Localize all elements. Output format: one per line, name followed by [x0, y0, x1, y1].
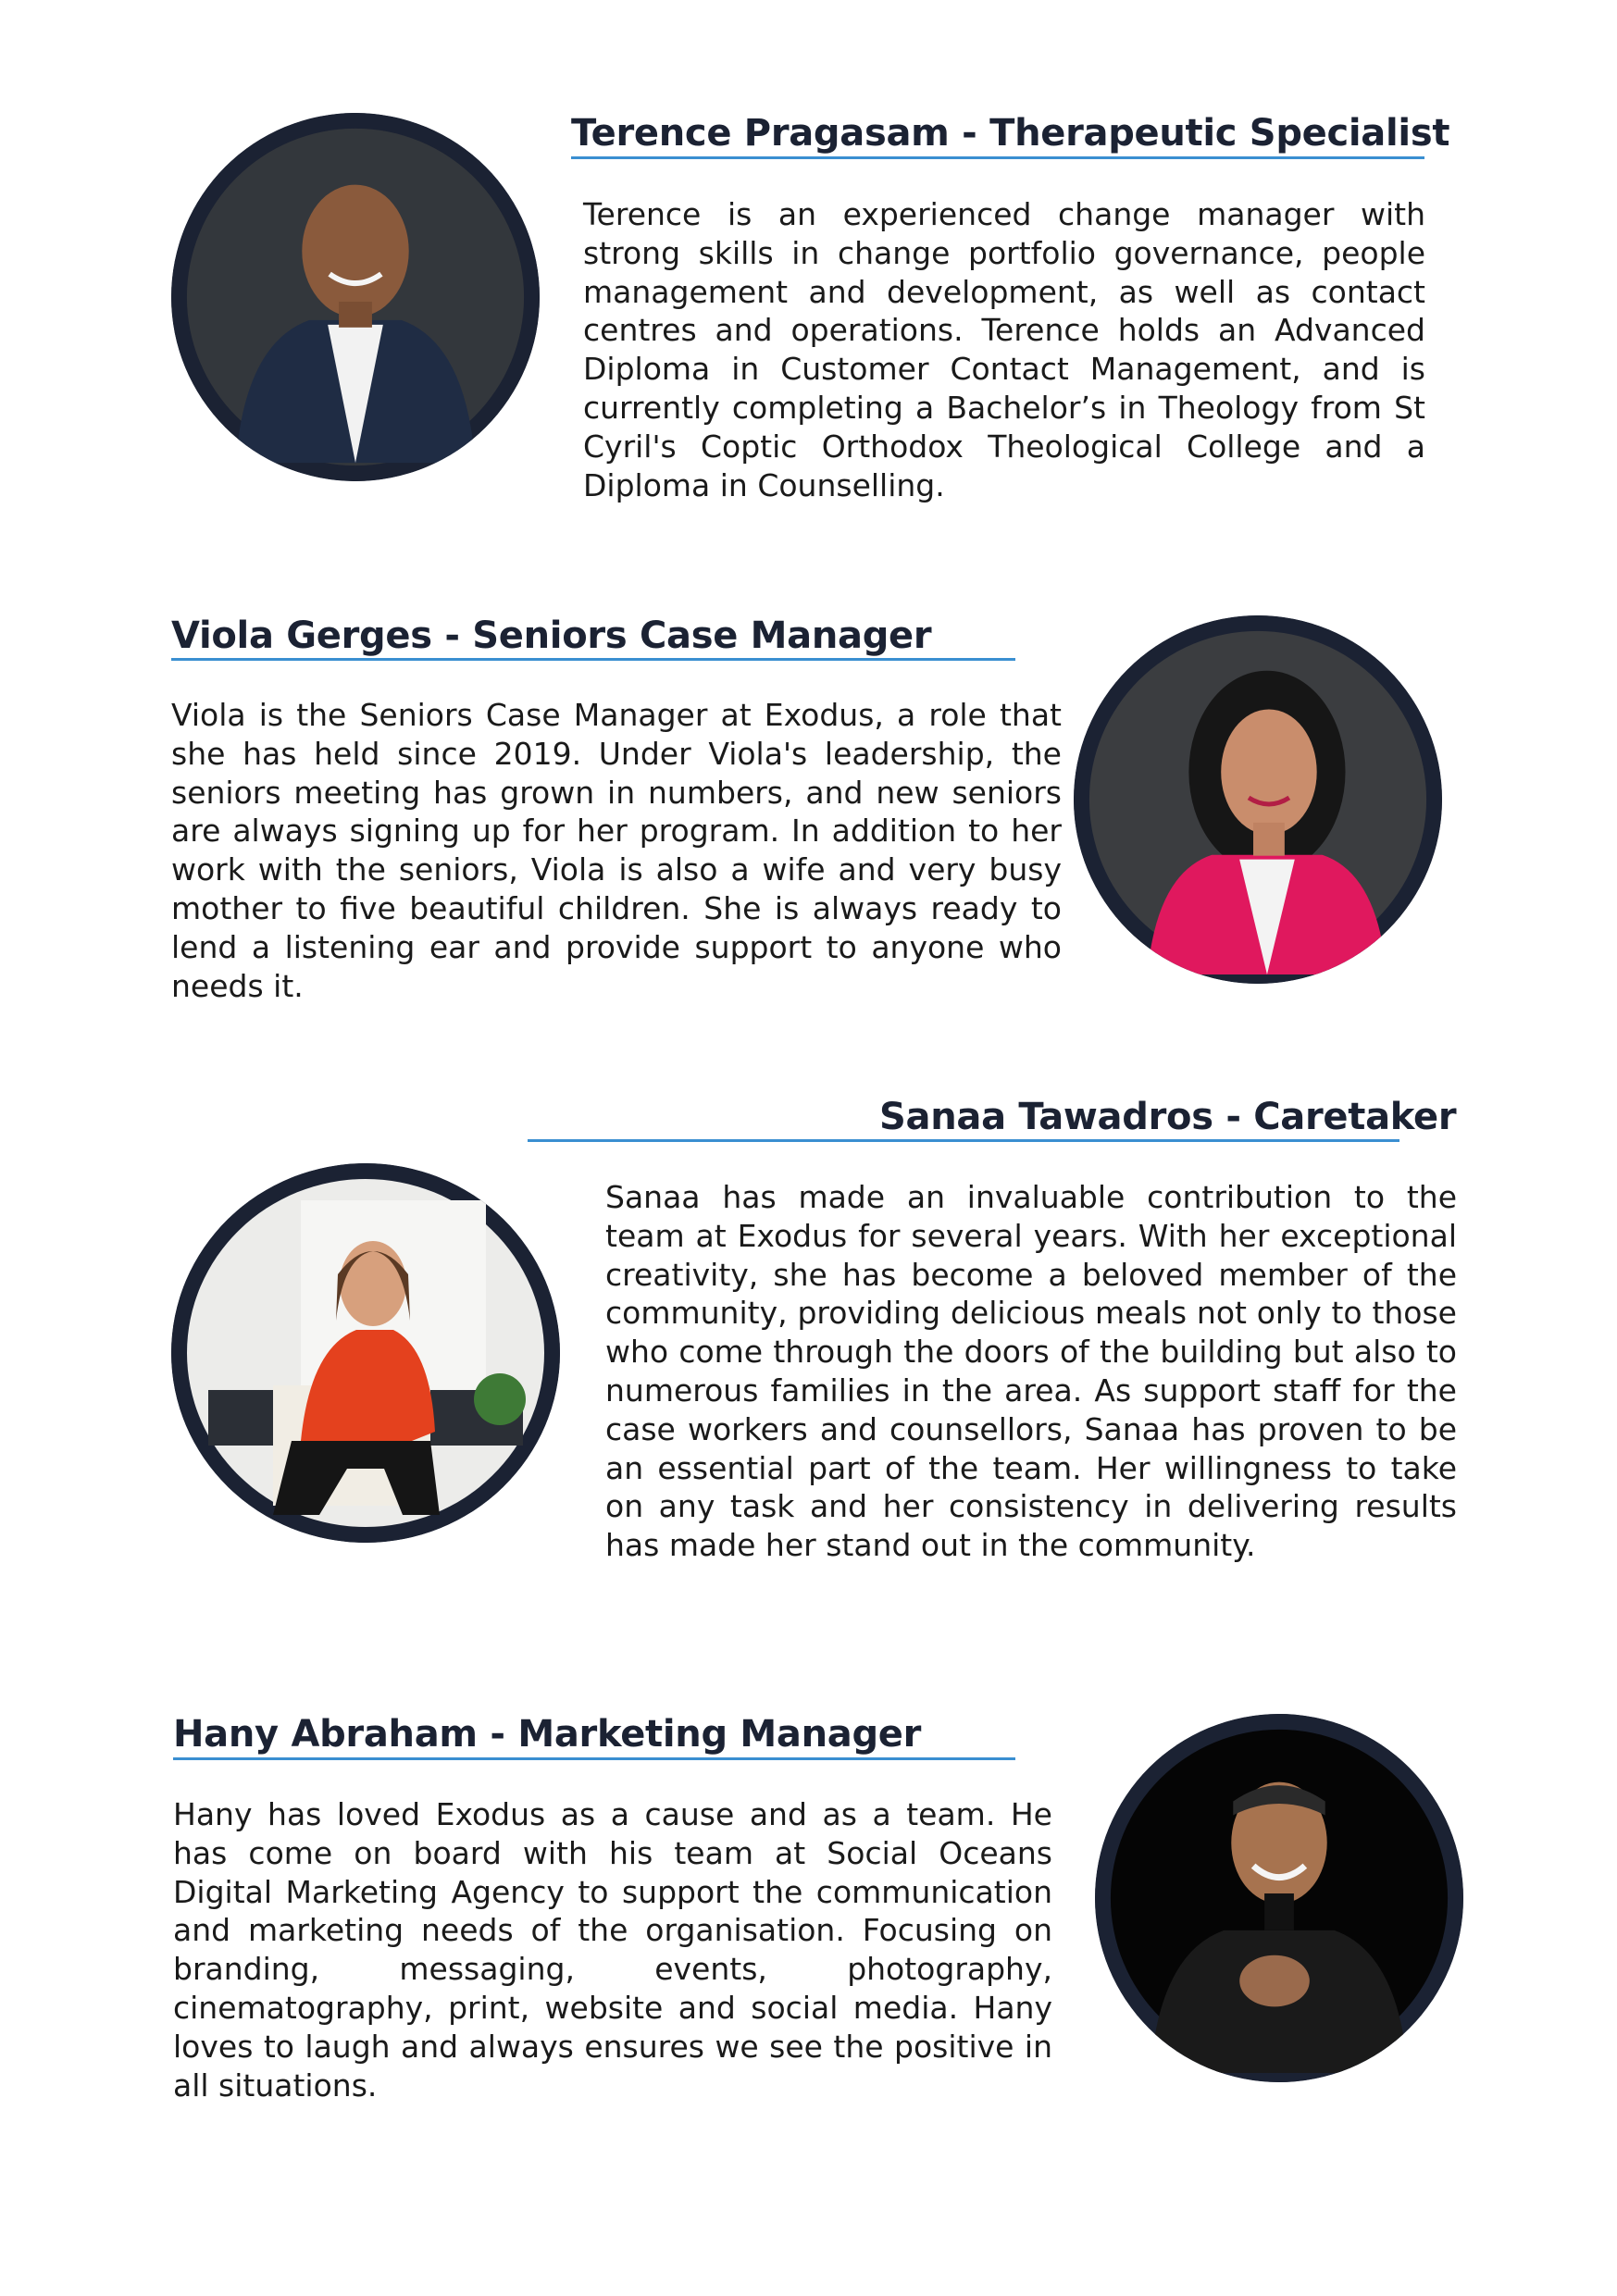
heading-underline-hany: [173, 1757, 1015, 1760]
heading-underline-viola: [171, 658, 1015, 661]
heading-underline-terence: [571, 156, 1424, 159]
portrait-photo-hany: [1095, 1714, 1463, 2082]
portrait-photo-viola: [1074, 615, 1442, 984]
profile-bio-terence: Terence is an experienced change manager with strong skills in change portfolio governance, people management and development, as well as contact centres and operations. Terence holds an Advanced Diploma in Customer Contact Management, and is currently completing a Bachelor’s in Theology from St Cyril's Coptic Orthodox Theological College and a Diploma in Counselling.: [583, 196, 1425, 503]
profile-heading-viola: Viola Gerges - Seniors Case Manager: [171, 614, 932, 657]
profile-heading-sanaa: Sanaa Tawadros - Caretaker: [879, 1096, 1457, 1138]
profile-heading-hany: Hany Abraham - Marketing Manager: [173, 1713, 922, 1756]
portrait-photo-terence: [171, 113, 540, 481]
profile-bio-hany: Hany has loved Exodus as a cause and as a team. He has come on board with his team at Social Oceans Digital Marketing Agency to support the communication and marketing needs of the organisation. Focusing on branding, messaging, events, photography, cinematography, print, website and social media. Hany loves to laugh and always ensures we see the positive in all situations.: [173, 1796, 1052, 2104]
profile-heading-terence: Terence Pragasam - Therapeutic Specialist: [571, 112, 1450, 155]
profile-bio-sanaa: Sanaa has made an invaluable contribution to the team at Exodus for several years. With her exceptional creativity, she has become a beloved member of the community, providing delicious meals not only to those who come through the doors of the building but also to numerous families in the area. As support staff for the case workers and counsellors, Sanaa has proven to be an essential part of the team. Her willingness to take on any task and her consistency in delivering results has made her stand out in the community.: [605, 1179, 1457, 1564]
heading-underline-sanaa: [528, 1139, 1399, 1142]
profile-bio-viola: Viola is the Seniors Case Manager at Exodus, a role that she has held since 2019. Under Viola's leadership, the seniors meeting has grown in numbers, and new seniors are always signing up for her program. In addition to her work with the seniors, Viola is also a wife and very busy mother to five beautiful children. She is always ready to lend a listening ear and provide support to anyone who needs it.: [171, 697, 1062, 1004]
portrait-photo-sanaa: [171, 1163, 560, 1543]
